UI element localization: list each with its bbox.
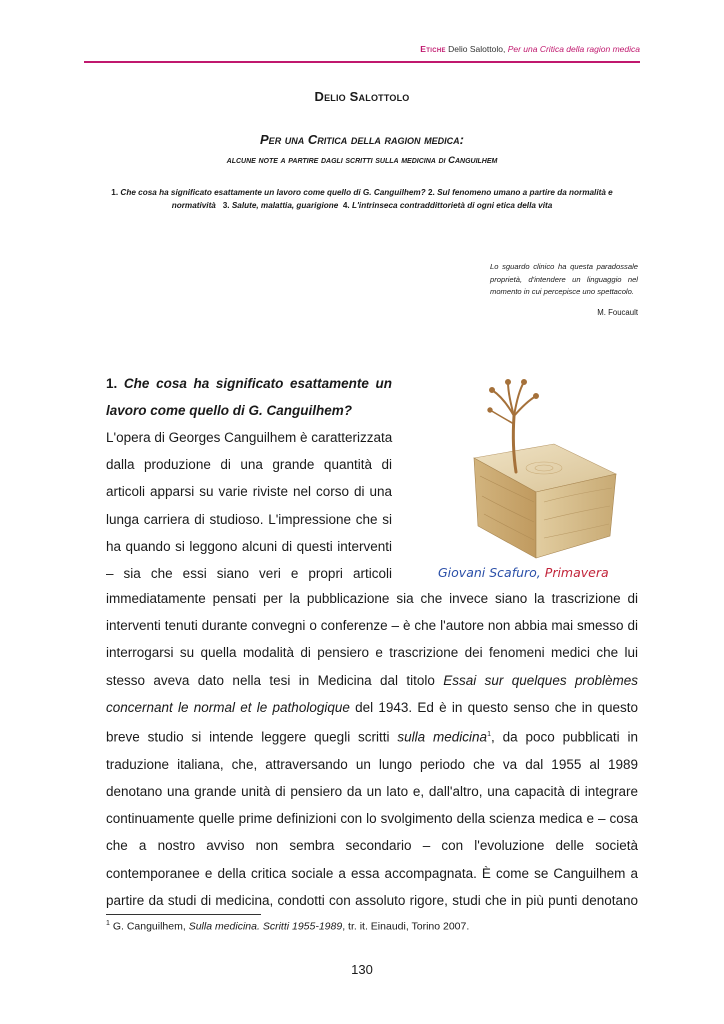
epigraph-text: Lo sguardo clinico ha questa paradossale proprietà, d'intendere un linguaggio nel momento in cui percepisce uno spettacolo.	[490, 262, 638, 297]
section-heading	[106, 370, 392, 424]
body-text-narrow	[106, 424, 392, 587]
running-header	[420, 44, 640, 54]
toc-item: L'intrinseca contraddittorietà di ogni etica della vita	[351, 201, 553, 210]
body-text-wide	[106, 585, 638, 914]
book-title: Essai sur quelques problèmes	[443, 672, 638, 688]
wood-block	[474, 444, 616, 558]
footnote-text: , tr. it. Einaudi, Torino 2007.	[342, 920, 470, 933]
toc-item: Salute, malattia, guarigione	[231, 201, 339, 210]
text-line: continuamente quelle prime definizioni con lo svolgimento della scienza medica e – cosa	[106, 811, 638, 827]
section-heading-text: Che cosa ha significato esattamente un	[123, 376, 392, 391]
artwork-caption	[438, 565, 609, 580]
toc-item: Che cosa ha significato esattamente un lavoro come quello di G. Canguilhem?	[120, 188, 426, 197]
text-line: – sia che essi siano veri e propri articoli	[106, 566, 392, 582]
text-line	[106, 694, 638, 721]
book-title: concernant le normal et le pathologique	[106, 699, 350, 715]
section-heading-line	[106, 370, 392, 397]
toc-item: Sul fenomeno umano a partire da normalità e	[437, 188, 613, 197]
toc-number: 2.	[427, 188, 435, 197]
emphasis: sulla medicina	[397, 729, 488, 745]
text-line: interventi tenuti durante convegni o conferenze – è che l'autore non abbia mai smesso di	[106, 618, 638, 634]
header-title: Per una Critica della ragion medica	[507, 44, 640, 54]
article-author: Delio Salottolo	[314, 89, 410, 104]
footnote-ref[interactable]: 1	[487, 731, 491, 739]
text-run: , da poco pubblicati in	[490, 729, 638, 745]
header-rule	[84, 61, 640, 63]
section-number: 1.	[106, 376, 118, 391]
toc-number: 3.	[222, 201, 230, 210]
footnote-book-title: Sulla medicina. Scritti 1955-1989	[188, 920, 343, 933]
epigraph-author: M. Foucault	[597, 308, 638, 317]
text-run: breve studio si intende leggere quegli scritti	[106, 729, 390, 745]
caption-artist: Giovani Scafuro,	[438, 565, 541, 580]
header-author: Delio Salottolo,	[448, 44, 506, 54]
text-line: ha quando si leggono alcuni di questi interventi	[106, 538, 392, 554]
artwork-image	[404, 376, 640, 566]
text-line: lunga carriera di studioso. L'impressione che si	[106, 511, 392, 527]
text-line: L'opera di Georges Canguilhem è caratterizzata	[106, 430, 393, 445]
text-line: articoli apparsi su varie riviste nel corso di una	[106, 484, 392, 500]
journal-name: Etiche	[420, 44, 446, 54]
text-line: contemporanee e della critica sociale a essa accompagnata. È come se Canguilhem a	[106, 865, 638, 881]
caption-title: Primavera	[544, 565, 609, 580]
toc-item: normatività	[171, 201, 216, 210]
text-run: del 1943. Ed è in questo senso che in questo	[355, 699, 638, 715]
toc-line-1	[104, 186, 620, 199]
text-line: partire da studi di medicina, condotti con assoluto rigore, studi che in più punti denotano	[106, 892, 638, 908]
footnote-mark: 1	[106, 920, 110, 927]
section-heading-line: lavoro come quello di G. Canguilhem?	[106, 403, 353, 418]
toc-line-2	[104, 199, 620, 212]
text-line	[106, 667, 638, 694]
text-line: denotano una grande unità di pensiero da un lato e, dall'altro, una capacità di integrare	[106, 783, 638, 799]
page-number: 130	[351, 962, 373, 977]
article-subtitle: alcune note a partire dagli scritti sulla medicina di Canguilhem	[226, 155, 498, 166]
text-line	[106, 721, 638, 751]
text-line: immediatamente pensati per la pubblicazione sia che invece siano la trascrizione di	[106, 591, 638, 606]
toc-number: 4.	[342, 201, 350, 210]
text-run: stesso aveva dato nella tesi in Medicina dal titolo	[106, 672, 435, 688]
footnote	[106, 920, 469, 933]
toc-number: 1.	[111, 188, 119, 197]
text-line: dalla produzione di una grande quantità di	[106, 457, 392, 473]
text-line: traduzione italiana, che, attraversando un lungo periodo che va dal 1955 al 1989	[106, 756, 638, 772]
footnote-text: G. Canguilhem,	[112, 920, 186, 933]
text-line: interrogarsi su quella modalità di pensiero e trascrizione dei fenomeni medici che lui	[106, 645, 638, 661]
article-title: Per una Critica della ragion medica:	[260, 132, 464, 147]
table-of-contents	[104, 186, 620, 212]
text-line: che a nostro avviso non sembra secondario – con l'evoluzione delle società	[106, 838, 638, 854]
footnote-rule	[106, 914, 261, 915]
